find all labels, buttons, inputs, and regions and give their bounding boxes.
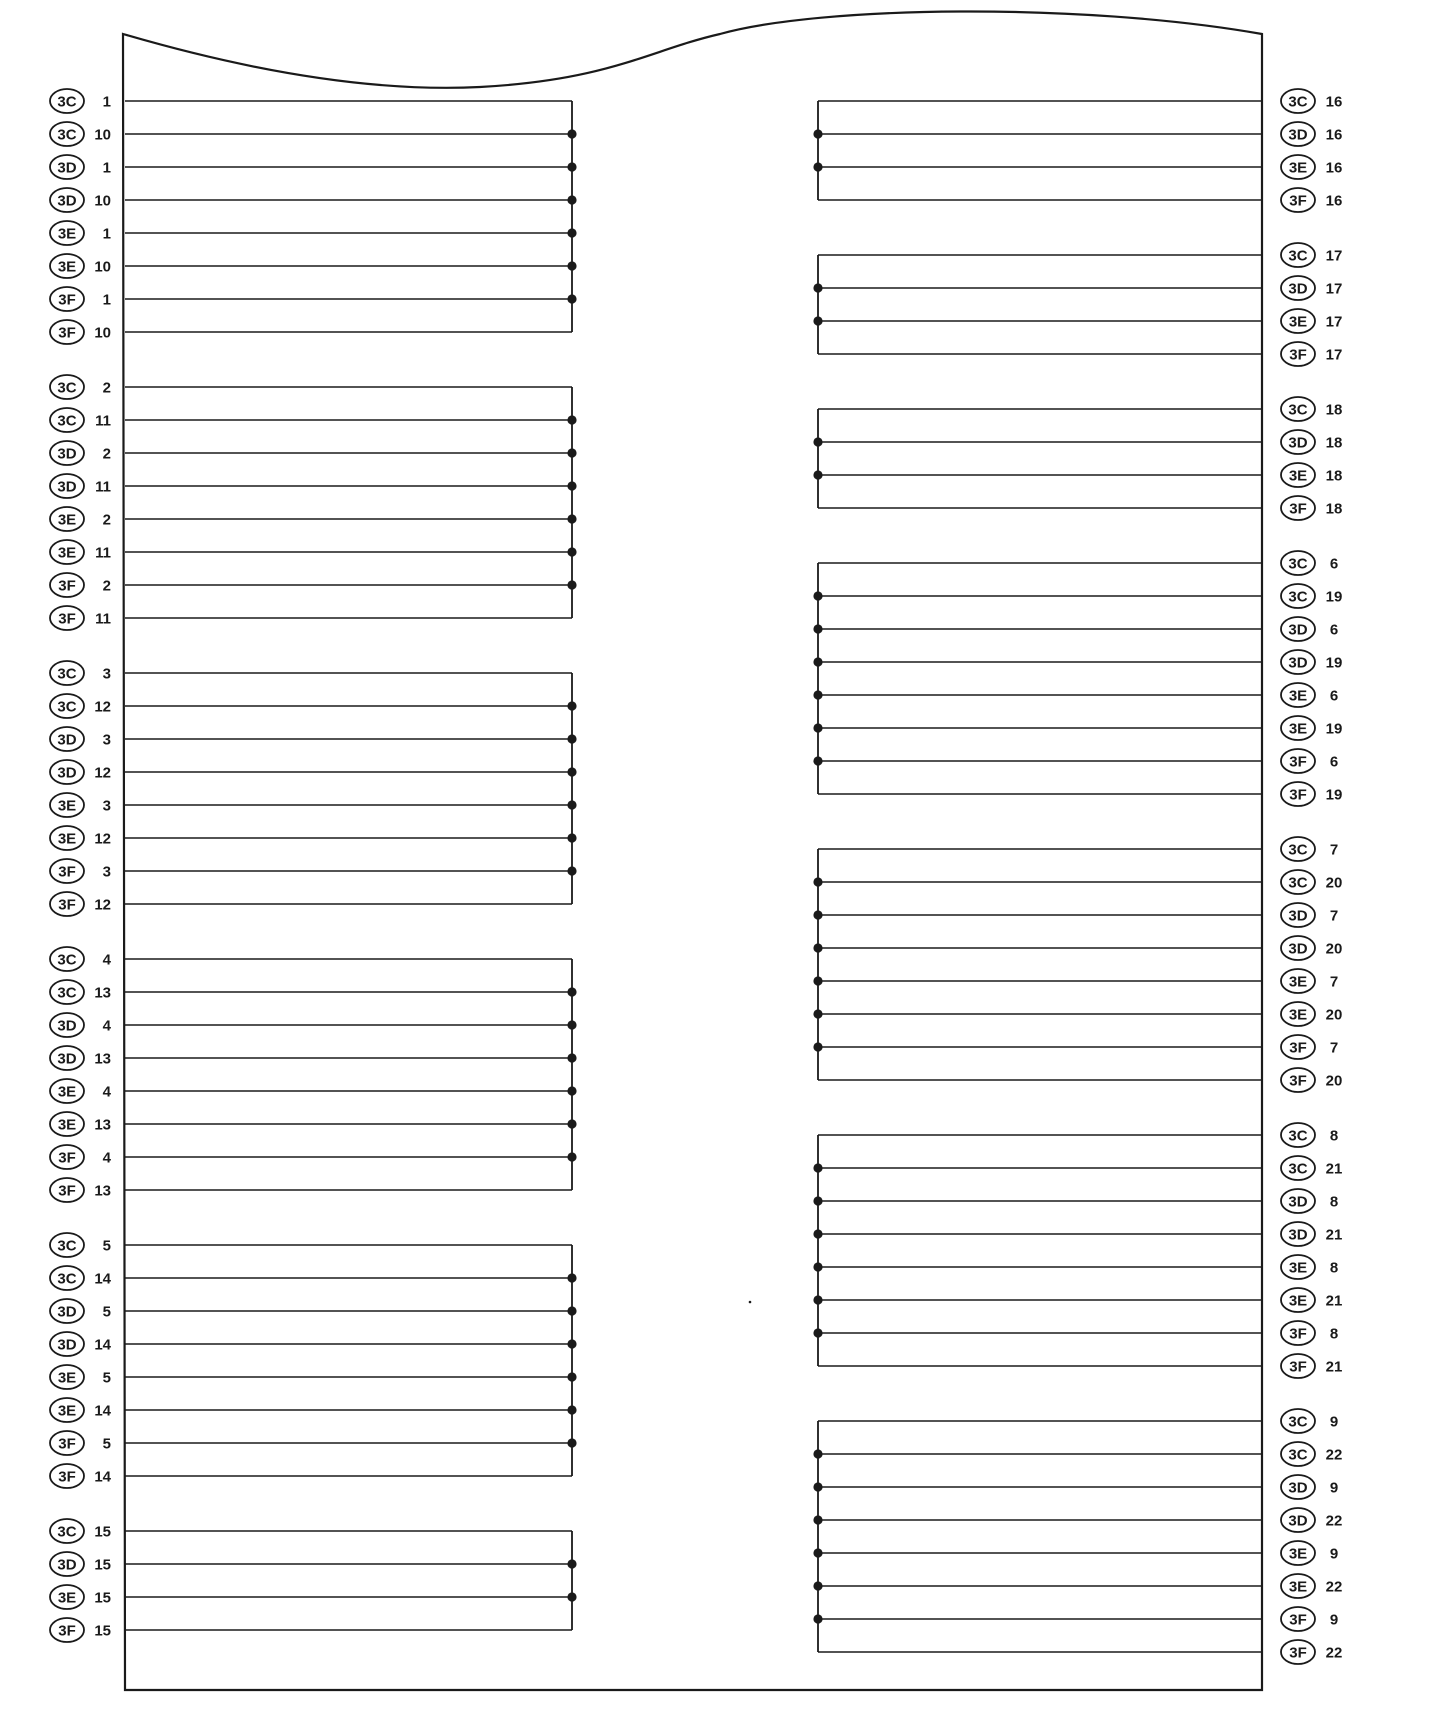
pin-number: 21 xyxy=(1325,1358,1343,1376)
connector-label xyxy=(1281,969,1315,993)
connector-code: 3E xyxy=(57,1116,77,1134)
connector-label xyxy=(1281,1035,1315,1059)
connector-label xyxy=(50,1618,84,1642)
pin-number: 22 xyxy=(1325,1512,1343,1530)
connector-code: 3E xyxy=(57,1589,77,1607)
connector-label xyxy=(1281,617,1315,641)
connector-code: 3F xyxy=(1289,1644,1307,1662)
connector-code: 3F xyxy=(1289,1358,1307,1376)
pin-number: 2 xyxy=(102,511,111,529)
pin-number: 7 xyxy=(1329,907,1339,925)
connector-label xyxy=(1281,716,1315,740)
pin-number: 15 xyxy=(94,1556,111,1574)
pin-number: 18 xyxy=(1325,434,1343,452)
stray-mark xyxy=(749,1301,752,1304)
connector-code: 3F xyxy=(1289,500,1307,518)
pin-number: 19 xyxy=(1325,786,1343,804)
connector-label xyxy=(1281,1321,1315,1345)
connector-label xyxy=(50,89,84,113)
pin-number: 22 xyxy=(1325,1446,1343,1464)
connector-label xyxy=(1281,1068,1315,1092)
pin-number: 1 xyxy=(102,159,111,177)
connector-code: 3D xyxy=(1288,621,1308,639)
connector-code: 3E xyxy=(1288,467,1308,485)
pin-number: 1 xyxy=(102,291,111,309)
connector-label xyxy=(1281,188,1315,212)
connector-code: 3C xyxy=(1288,588,1308,606)
connector-code: 3D xyxy=(1288,1193,1308,1211)
pin-number: 10 xyxy=(94,258,111,276)
connector-label xyxy=(1281,1002,1315,1026)
pin-number: 5 xyxy=(102,1435,111,1453)
pin-number: 21 xyxy=(1325,1226,1343,1244)
connector-code: 3E xyxy=(57,1083,77,1101)
pin-number: 2 xyxy=(102,379,111,397)
connector-code: 3D xyxy=(1288,1226,1308,1244)
pin-number: 21 xyxy=(1325,1292,1343,1310)
connector-code: 3E xyxy=(57,1369,77,1387)
connector-code: 3C xyxy=(57,1523,77,1541)
connector-label xyxy=(1281,309,1315,333)
connector-label xyxy=(1281,1508,1315,1532)
pin-number: 20 xyxy=(1325,1006,1343,1024)
connector-code: 3D xyxy=(1288,907,1308,925)
pin-number: 12 xyxy=(94,764,111,782)
connector-code: 3D xyxy=(57,764,77,782)
connector-code: 3F xyxy=(58,1182,76,1200)
pin-number: 3 xyxy=(102,731,111,749)
connector-label xyxy=(50,1431,84,1455)
connector-code: 3F xyxy=(1289,1039,1307,1057)
connector-label xyxy=(50,375,84,399)
pin-number: 6 xyxy=(1329,687,1339,705)
pin-number: 5 xyxy=(102,1369,111,1387)
connector-label xyxy=(1281,342,1315,366)
connector-code: 3C xyxy=(1288,874,1308,892)
connector-label xyxy=(1281,1123,1315,1147)
connector-label xyxy=(50,793,84,817)
connector-code: 3F xyxy=(58,896,76,914)
connector-label xyxy=(1281,1354,1315,1378)
connector-code: 3D xyxy=(57,192,77,210)
splice-group-left xyxy=(50,661,577,916)
connector-code: 3D xyxy=(57,445,77,463)
connector-code: 3E xyxy=(57,797,77,815)
connector-label xyxy=(1281,243,1315,267)
connector-code: 3C xyxy=(1288,1160,1308,1178)
pin-number: 12 xyxy=(94,830,111,848)
connector-label xyxy=(50,892,84,916)
connector-code: 3D xyxy=(57,1017,77,1035)
connector-code: 3C xyxy=(1288,1446,1308,1464)
connector-label xyxy=(1281,463,1315,487)
connector-code: 3E xyxy=(57,511,77,529)
pin-number: 17 xyxy=(1325,346,1343,364)
pin-number: 9 xyxy=(1329,1611,1339,1629)
connector-label xyxy=(1281,551,1315,575)
connector-label xyxy=(50,1145,84,1169)
connector-label xyxy=(50,441,84,465)
pin-number: 14 xyxy=(94,1468,111,1486)
pin-number: 3 xyxy=(102,797,111,815)
pin-number: 19 xyxy=(1325,588,1343,606)
connector-code: 3D xyxy=(57,159,77,177)
connector-code: 3F xyxy=(58,1468,76,1486)
connector-code: 3E xyxy=(1288,720,1308,738)
connector-label xyxy=(1281,936,1315,960)
pin-number: 17 xyxy=(1325,280,1343,298)
pin-number: 11 xyxy=(95,544,111,562)
connector-code: 3D xyxy=(1288,654,1308,672)
component-frame xyxy=(123,11,1262,1690)
pin-number: 2 xyxy=(102,577,111,595)
connector-label xyxy=(50,606,84,630)
connector-label xyxy=(50,1398,84,1422)
connector-code: 3E xyxy=(1288,973,1308,991)
connector-label xyxy=(1281,155,1315,179)
connector-label xyxy=(1281,903,1315,927)
pin-number: 7 xyxy=(1329,973,1339,991)
pin-number: 12 xyxy=(94,698,111,716)
connector-code: 3C xyxy=(57,93,77,111)
connector-code: 3D xyxy=(1288,126,1308,144)
connector-code: 3F xyxy=(1289,1611,1307,1629)
connector-label xyxy=(1281,496,1315,520)
pin-number: 4 xyxy=(102,1149,111,1167)
pin-number: 4 xyxy=(102,1083,111,1101)
connector-label xyxy=(50,573,84,597)
pin-number: 10 xyxy=(94,324,111,342)
pin-number: 14 xyxy=(94,1270,111,1288)
connector-code: 3E xyxy=(57,1402,77,1420)
connector-code: 3C xyxy=(1288,555,1308,573)
connector-label xyxy=(50,1079,84,1103)
pin-number: 12 xyxy=(94,896,111,914)
connector-label xyxy=(50,1332,84,1356)
pin-number: 16 xyxy=(1325,93,1343,111)
connector-label xyxy=(50,254,84,278)
connector-code: 3D xyxy=(1288,940,1308,958)
connector-label xyxy=(1281,430,1315,454)
pin-number: 22 xyxy=(1325,1578,1343,1596)
connector-code: 3F xyxy=(58,1149,76,1167)
connector-label xyxy=(50,540,84,564)
connector-code: 3C xyxy=(1288,1127,1308,1145)
pin-number: 8 xyxy=(1329,1193,1339,1211)
connector-code: 3F xyxy=(58,291,76,309)
connector-code: 3D xyxy=(1288,434,1308,452)
connector-label xyxy=(50,408,84,432)
connector-label xyxy=(1281,89,1315,113)
pin-number: 16 xyxy=(1325,159,1343,177)
connector-code: 3C xyxy=(57,1237,77,1255)
connector-label xyxy=(50,221,84,245)
connector-code: 3C xyxy=(57,1270,77,1288)
pin-number: 1 xyxy=(102,93,111,111)
connector-label xyxy=(1281,397,1315,421)
connector-label xyxy=(50,1365,84,1389)
pin-number: 6 xyxy=(1329,555,1339,573)
splice-group-left xyxy=(50,1519,577,1642)
pin-number: 18 xyxy=(1325,401,1343,419)
connector-code: 3F xyxy=(58,324,76,342)
left-connector-side xyxy=(50,89,577,1642)
pin-number: 11 xyxy=(95,610,111,628)
connector-code: 3F xyxy=(1289,1325,1307,1343)
pin-number: 11 xyxy=(95,478,111,496)
pin-number: 2 xyxy=(102,445,111,463)
pin-number: 19 xyxy=(1325,720,1343,738)
connector-label xyxy=(1281,1222,1315,1246)
connector-code: 3E xyxy=(1288,1006,1308,1024)
pin-number: 5 xyxy=(102,1237,111,1255)
pin-number: 5 xyxy=(102,1303,111,1321)
connector-label xyxy=(1281,1541,1315,1565)
connector-label xyxy=(1281,1189,1315,1213)
connector-label xyxy=(50,1178,84,1202)
connector-code: 3C xyxy=(57,665,77,683)
connector-code: 3E xyxy=(57,225,77,243)
connector-label xyxy=(50,727,84,751)
connector-label xyxy=(50,1585,84,1609)
connector-label xyxy=(1281,1156,1315,1180)
pin-number: 19 xyxy=(1325,654,1343,672)
pin-number: 7 xyxy=(1329,841,1339,859)
connector-code: 3F xyxy=(58,610,76,628)
connector-code: 3E xyxy=(1288,1578,1308,1596)
connector-label xyxy=(50,694,84,718)
pin-number: 16 xyxy=(1325,192,1343,210)
connector-label xyxy=(1281,683,1315,707)
pin-number: 14 xyxy=(94,1336,111,1354)
connector-code: 3D xyxy=(57,1050,77,1068)
connector-code: 3E xyxy=(1288,1545,1308,1563)
connector-code: 3C xyxy=(57,698,77,716)
connector-code: 3D xyxy=(57,731,77,749)
connector-code: 3C xyxy=(57,951,77,969)
connector-label xyxy=(1281,650,1315,674)
pin-number: 20 xyxy=(1325,940,1343,958)
connector-label xyxy=(50,188,84,212)
connector-label xyxy=(50,287,84,311)
connector-label xyxy=(50,947,84,971)
connector-label xyxy=(50,661,84,685)
connector-code: 3E xyxy=(1288,1259,1308,1277)
connector-code: 3C xyxy=(1288,401,1308,419)
connector-code: 3C xyxy=(1288,1413,1308,1431)
connector-label xyxy=(50,1266,84,1290)
connector-label xyxy=(50,1046,84,1070)
pin-number: 8 xyxy=(1329,1259,1339,1277)
connector-label xyxy=(1281,1442,1315,1466)
connector-label xyxy=(1281,1409,1315,1433)
pin-number: 11 xyxy=(95,412,111,430)
connector-label xyxy=(50,980,84,1004)
splice-group-left xyxy=(50,947,577,1202)
connector-label xyxy=(50,826,84,850)
connector-code: 3C xyxy=(1288,93,1308,111)
pin-number: 8 xyxy=(1329,1325,1339,1343)
pin-number: 20 xyxy=(1325,1072,1343,1090)
connector-code: 3F xyxy=(1289,753,1307,771)
connector-label xyxy=(50,1464,84,1488)
pin-number: 10 xyxy=(94,192,111,210)
connector-code: 3C xyxy=(57,126,77,144)
connector-label xyxy=(1281,276,1315,300)
connector-code: 3D xyxy=(1288,280,1308,298)
connector-label xyxy=(1281,1607,1315,1631)
connector-code: 3F xyxy=(1289,346,1307,364)
connector-code: 3F xyxy=(58,1435,76,1453)
pin-number: 18 xyxy=(1325,467,1343,485)
connector-label xyxy=(50,474,84,498)
connector-code: 3C xyxy=(57,412,77,430)
connector-label xyxy=(50,1233,84,1257)
pin-number: 3 xyxy=(102,665,111,683)
connector-label xyxy=(50,1299,84,1323)
connector-label xyxy=(50,1552,84,1576)
pin-number: 4 xyxy=(102,1017,111,1035)
connector-code: 3D xyxy=(57,1336,77,1354)
connector-code: 3E xyxy=(1288,1292,1308,1310)
connector-label xyxy=(50,1112,84,1136)
connector-label xyxy=(50,122,84,146)
pin-number: 15 xyxy=(94,1523,111,1541)
pin-number: 13 xyxy=(94,1182,111,1200)
pin-number: 1 xyxy=(102,225,111,243)
connector-label xyxy=(1281,1574,1315,1598)
connector-label xyxy=(1281,1475,1315,1499)
connector-code: 3C xyxy=(1288,247,1308,265)
splice-group-left xyxy=(50,1233,577,1488)
pin-number: 9 xyxy=(1329,1545,1339,1563)
pin-number: 14 xyxy=(94,1402,111,1420)
connector-code: 3D xyxy=(57,1303,77,1321)
connector-code: 3C xyxy=(1288,841,1308,859)
connector-code: 3F xyxy=(58,1622,76,1640)
pin-number: 15 xyxy=(94,1589,111,1607)
pin-number: 3 xyxy=(102,863,111,881)
connector-label xyxy=(50,859,84,883)
connector-code: 3D xyxy=(57,478,77,496)
pin-number: 8 xyxy=(1329,1127,1339,1145)
connector-label xyxy=(50,1519,84,1543)
connector-code: 3C xyxy=(57,984,77,1002)
connector-code: 3E xyxy=(1288,159,1308,177)
connector-code: 3C xyxy=(57,379,77,397)
connector-label xyxy=(1281,1640,1315,1664)
connector-code: 3E xyxy=(1288,313,1308,331)
connector-label xyxy=(50,507,84,531)
pin-number: 13 xyxy=(94,1050,111,1068)
connector-label xyxy=(50,155,84,179)
connector-code: 3F xyxy=(1289,192,1307,210)
pin-number: 4 xyxy=(102,951,111,969)
connector-label xyxy=(1281,1288,1315,1312)
pin-number: 13 xyxy=(94,984,111,1002)
pin-number: 9 xyxy=(1329,1479,1339,1497)
connector-code: 3D xyxy=(57,1556,77,1574)
connector-label xyxy=(1281,584,1315,608)
connector-code: 3E xyxy=(57,544,77,562)
splice-group-left xyxy=(50,375,577,630)
pin-number: 10 xyxy=(94,126,111,144)
pin-number: 17 xyxy=(1325,313,1343,331)
connector-code: 3E xyxy=(57,830,77,848)
pin-number: 6 xyxy=(1329,753,1339,771)
connector-label xyxy=(1281,782,1315,806)
connector-code: 3D xyxy=(1288,1479,1308,1497)
connector-label xyxy=(50,1013,84,1037)
pin-number: 17 xyxy=(1325,247,1343,265)
connector-label xyxy=(1281,749,1315,773)
connector-label xyxy=(1281,1255,1315,1279)
connector-label xyxy=(1281,870,1315,894)
pin-number: 13 xyxy=(94,1116,111,1134)
connector-code: 3F xyxy=(58,863,76,881)
connector-code: 3F xyxy=(1289,1072,1307,1090)
connector-code: 3E xyxy=(57,258,77,276)
pin-number: 18 xyxy=(1325,500,1343,518)
connector-label xyxy=(1281,837,1315,861)
pin-number: 15 xyxy=(94,1622,111,1640)
splice-group-left xyxy=(50,89,577,344)
connector-code: 3D xyxy=(1288,1512,1308,1530)
connector-code: 3E xyxy=(1288,687,1308,705)
connector-label xyxy=(50,320,84,344)
connector-label xyxy=(50,760,84,784)
pin-number: 6 xyxy=(1329,621,1339,639)
pin-number: 16 xyxy=(1325,126,1343,144)
pin-number: 20 xyxy=(1325,874,1343,892)
connector-code: 3F xyxy=(1289,786,1307,804)
pin-number: 21 xyxy=(1325,1160,1343,1178)
connector-code: 3F xyxy=(58,577,76,595)
pin-number: 22 xyxy=(1325,1644,1343,1662)
pin-number: 7 xyxy=(1329,1039,1339,1057)
connector-label xyxy=(1281,122,1315,146)
pin-number: 9 xyxy=(1329,1413,1339,1431)
